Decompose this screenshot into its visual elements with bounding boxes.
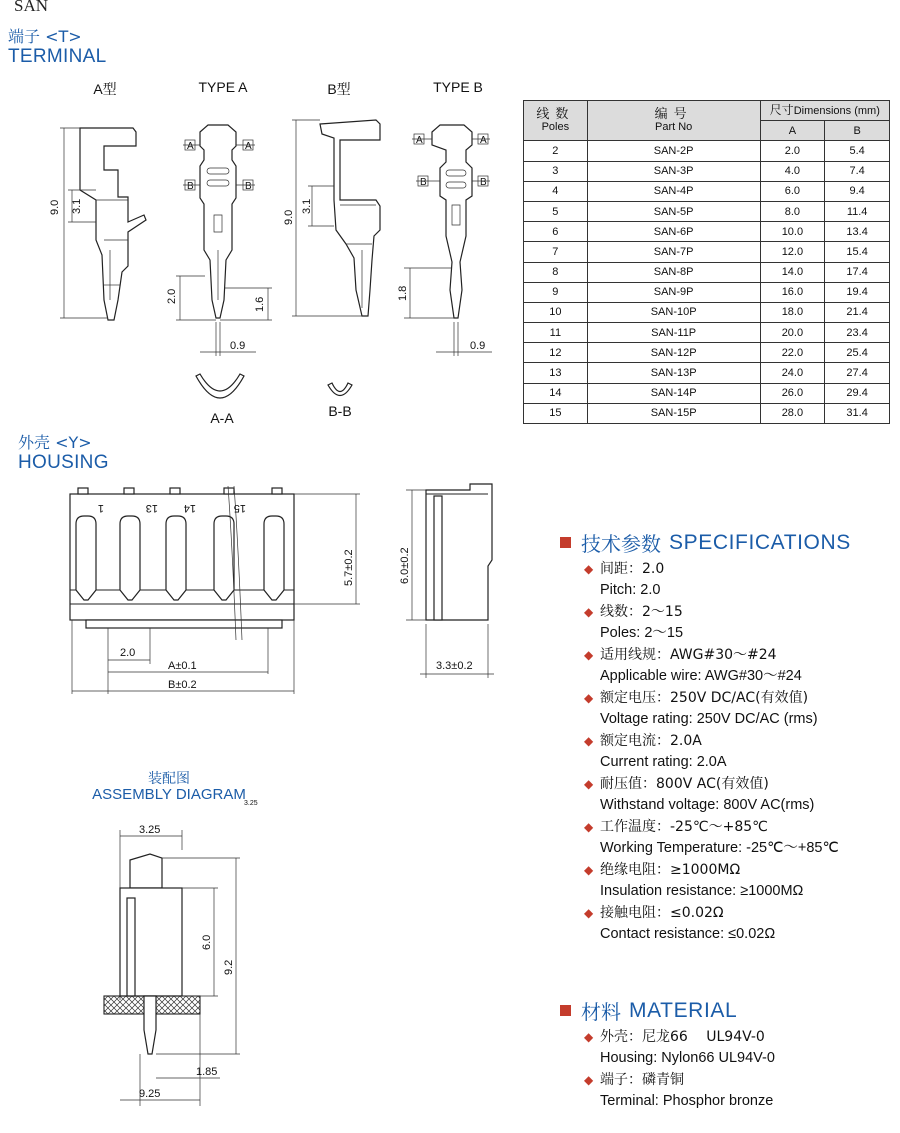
col-part-en: Part No (654, 120, 693, 133)
spec-item-en: Voltage rating: 250V DC/AC (rms) (600, 710, 818, 727)
col-poles-cn: 线数 (536, 106, 575, 122)
cell-a: 10.0 (760, 222, 825, 242)
cell-b: 19.4 (825, 282, 890, 302)
table-row (524, 161, 890, 181)
spec-item-cn: 额定电压：250V DC/AC(有效值) (600, 690, 809, 706)
type-a-section-a-left: A (187, 141, 194, 152)
spec-item-cn: 工作温度：-25℃～+85℃ (600, 819, 768, 835)
diamond-bullet-icon: ◆ (584, 605, 594, 619)
spec-item-cn: 耐压值：800V AC(有效值) (600, 776, 769, 792)
cell-part: SAN-15P (587, 403, 760, 423)
cell-part: SAN-8P (587, 262, 760, 282)
diamond-bullet-icon: ◆ (584, 648, 594, 662)
cell-a: 24.0 (760, 363, 825, 383)
specifications-title-en: SPECIFICATIONS (669, 530, 851, 554)
assembly-title-cn: 装配图 (148, 771, 190, 787)
spec-item (560, 645, 900, 686)
cell-b: 25.4 (825, 343, 890, 363)
material-item (560, 1027, 900, 1068)
b-height-dim: 9.0 (283, 209, 295, 225)
assembly-body-height-dim: 6.0 (201, 934, 213, 950)
spec-item (560, 688, 900, 729)
table-row (524, 201, 890, 221)
spec-item-en: Insulation resistance: ≥1000MΩ (600, 882, 804, 899)
housing-title-en: HOUSING (18, 452, 109, 473)
housing-a-dim: A±0.1 (168, 660, 197, 672)
spec-item (560, 903, 900, 944)
spec-item-cn: 间距：2.0 (600, 561, 665, 577)
specifications-section (560, 528, 900, 944)
cell-part: SAN-11P (587, 323, 760, 343)
col-b-header: B (825, 121, 890, 141)
cell-part: SAN-10P (587, 302, 760, 322)
housing-pin-15: 15 (233, 502, 246, 514)
type-b-width-dim: 0.9 (470, 340, 486, 352)
housing-side-drawing (399, 484, 494, 678)
cell-a: 12.0 (760, 242, 825, 262)
material-section (560, 996, 900, 1111)
cell-a: 18.0 (760, 302, 825, 322)
diamond-bullet-icon: ◆ (584, 562, 594, 576)
cell-poles: 15 (524, 403, 588, 423)
table-row (524, 282, 890, 302)
cell-a: 4.0 (760, 161, 825, 181)
terminal-title-en: TERMINAL (8, 46, 107, 67)
cell-poles: 11 (524, 323, 588, 343)
housing-pin-13: 13 (145, 502, 158, 514)
cell-part: SAN-7P (587, 242, 760, 262)
cell-poles: 12 (524, 343, 588, 363)
cell-part: SAN-6P (587, 222, 760, 242)
table-row (524, 363, 890, 383)
material-item-cn: 外壳：尼龙66 UL94V-0 (600, 1029, 765, 1045)
diamond-bullet-icon: ◆ (584, 734, 594, 748)
type-b-tail-dim: 1.8 (397, 285, 409, 301)
cell-poles: 10 (524, 302, 588, 322)
b-type-terminal-drawing (283, 120, 380, 316)
table-row (524, 383, 890, 403)
cell-poles: 4 (524, 181, 588, 201)
parts-table (523, 100, 890, 424)
diamond-bullet-icon: ◆ (584, 906, 594, 920)
spec-item-en: Pitch: 2.0 (600, 581, 661, 598)
a-upper-dim: 3.1 (71, 198, 83, 214)
cell-part: SAN-4P (587, 181, 760, 201)
cell-part: SAN-13P (587, 363, 760, 383)
diamond-bullet-icon: ◆ (584, 863, 594, 877)
material-title (560, 996, 900, 1025)
cell-a: 26.0 (760, 383, 825, 403)
type-a-label: TYPE A (198, 79, 248, 95)
cell-part: SAN-3P (587, 161, 760, 181)
housing-pitch-dim: 2.0 (120, 647, 136, 659)
type-a-pin-dim: 1.6 (254, 296, 266, 312)
table-row (524, 141, 890, 161)
cell-poles: 14 (524, 383, 588, 403)
cell-b: 11.4 (825, 201, 890, 221)
a-height-dim: 9.0 (49, 199, 61, 215)
housing-height-side-dim: 6.0±0.2 (399, 547, 411, 584)
type-a-width-dim: 0.9 (230, 340, 246, 352)
type-a-section-b-right: B (245, 181, 252, 192)
cell-b: 15.4 (825, 242, 890, 262)
cell-part: SAN-12P (587, 343, 760, 363)
table-row (524, 262, 890, 282)
type-a-section-b-left: B (187, 181, 194, 192)
specifications-title-cn: 技术参数 (581, 532, 661, 556)
type-a-tail-dim: 2.0 (166, 288, 178, 304)
cell-poles: 8 (524, 262, 588, 282)
type-b-section-b-right: B (480, 177, 487, 188)
cell-b: 5.4 (825, 141, 890, 161)
spec-item (560, 860, 900, 901)
table-row (524, 181, 890, 201)
spec-item-en: Withstand voltage: 800V AC(rms) (600, 796, 815, 813)
spec-item (560, 774, 900, 815)
specifications-title (560, 528, 900, 557)
col-dim-en: Dimensions (mm) (793, 105, 880, 118)
spec-item-cn: 适用线规：AWG#30～#24 (600, 647, 777, 663)
diamond-bullet-icon: ◆ (584, 777, 594, 791)
table-row (524, 323, 890, 343)
table-row (524, 403, 890, 423)
square-bullet-icon (560, 1005, 571, 1016)
section-aa-label: A-A (210, 410, 234, 426)
col-dim-cn: 尺寸 (769, 103, 794, 118)
spec-item-cn: 线数：2～15 (600, 604, 683, 620)
housing-b-dim: B±0.2 (168, 679, 197, 691)
assembly-drawing (104, 800, 258, 1106)
terminal-title-cn: 端子 <T> (8, 27, 82, 46)
cell-poles: 3 (524, 161, 588, 181)
spec-item-en: Working Temperature: -25℃～+85℃ (600, 839, 839, 856)
section-aa-drawing (196, 374, 244, 398)
material-title-en: MATERIAL (629, 998, 738, 1022)
cell-b: 21.4 (825, 302, 890, 322)
cell-a: 6.0 (760, 181, 825, 201)
housing-height-front-dim: 5.7±0.2 (343, 549, 355, 586)
cell-a: 14.0 (760, 262, 825, 282)
spec-item-cn: 接触电阻：≤0.02Ω (600, 905, 724, 921)
col-poles-header (524, 101, 588, 141)
spec-item-en: Contact resistance: ≤0.02Ω (600, 925, 776, 942)
cell-poles: 9 (524, 282, 588, 302)
col-part-cn: 编号 (654, 106, 693, 122)
table-row (524, 242, 890, 262)
cell-part: SAN-5P (587, 201, 760, 221)
assembly-total-height-dim: 9.2 (223, 959, 235, 975)
cell-a: 16.0 (760, 282, 825, 302)
spec-item-cn: 额定电流：2.0A (600, 733, 702, 749)
cell-part: SAN-9P (587, 282, 760, 302)
spec-item-en: Current rating: 2.0A (600, 753, 727, 770)
spec-item (560, 731, 900, 772)
material-item-cn: 端子：磷青铜 (600, 1072, 684, 1088)
col-a-header: A (760, 121, 825, 141)
spec-item (560, 817, 900, 858)
assembly-title-en: ASSEMBLY DIAGRAM (92, 786, 246, 803)
cell-a: 8.0 (760, 201, 825, 221)
assembly-bottom-width-dim: 9.25 (139, 1088, 161, 1100)
material-item-en: Terminal: Phosphor bronze (600, 1092, 774, 1109)
housing-front-drawing (70, 486, 360, 694)
cell-part: SAN-2P (587, 141, 760, 161)
spec-item (560, 602, 900, 643)
cell-b: 29.4 (825, 383, 890, 403)
cell-poles: 7 (524, 242, 588, 262)
material-item (560, 1070, 900, 1111)
housing-depth-dim: 3.3±0.2 (436, 660, 473, 672)
cell-b: 27.4 (825, 363, 890, 383)
spec-item-en: Poles: 2～15 (600, 624, 684, 641)
assembly-top-width-dim: 3.25 (139, 824, 161, 836)
housing-title-cn: 外壳 <Y> (18, 433, 92, 452)
section-bb-drawing (328, 383, 352, 396)
a-type-cn-label: A型 (93, 81, 117, 97)
table-row (524, 222, 890, 242)
assembly-overlap-note: 3.25 (244, 800, 258, 807)
cell-poles: 13 (524, 363, 588, 383)
cell-b: 31.4 (825, 403, 890, 423)
b-type-cn-label: B型 (327, 81, 351, 97)
type-b-terminal-drawing (397, 125, 492, 356)
a-type-terminal-drawing (49, 128, 146, 320)
section-bb-label: B-B (328, 403, 352, 419)
cell-poles: 6 (524, 222, 588, 242)
type-a-terminal-drawing (166, 125, 272, 356)
material-title-cn: 材料 (581, 1000, 621, 1024)
spec-item (560, 559, 900, 600)
spec-item-en: Applicable wire: AWG#30～#24 (600, 667, 802, 684)
diamond-bullet-icon: ◆ (584, 1030, 594, 1044)
cell-b: 17.4 (825, 262, 890, 282)
assembly-pin-offset-dim: 1.85 (196, 1066, 218, 1078)
cell-b: 9.4 (825, 181, 890, 201)
cell-b: 13.4 (825, 222, 890, 242)
material-item-en: Housing: Nylon66 UL94V-0 (600, 1049, 775, 1066)
housing-pin-14: 14 (183, 502, 196, 514)
spec-item-cn: 绝缘电阻：≥1000MΩ (600, 862, 741, 878)
cell-a: 2.0 (760, 141, 825, 161)
cell-part: SAN-14P (587, 383, 760, 403)
col-part-header (587, 101, 760, 141)
cell-b: 7.4 (825, 161, 890, 181)
cell-poles: 2 (524, 141, 588, 161)
type-b-label: TYPE B (433, 79, 483, 95)
type-b-section-b-left: B (420, 177, 427, 188)
cell-a: 20.0 (760, 323, 825, 343)
col-dim-header (760, 101, 889, 121)
col-poles-en: Poles (541, 120, 570, 133)
table-row (524, 302, 890, 322)
table-row (524, 343, 890, 363)
diamond-bullet-icon: ◆ (584, 691, 594, 705)
type-b-section-a-right: A (480, 135, 487, 146)
cell-a: 28.0 (760, 403, 825, 423)
cell-a: 22.0 (760, 343, 825, 363)
cell-poles: 5 (524, 201, 588, 221)
housing-pin-1: 1 (97, 502, 104, 514)
series-name: SAN (14, 0, 49, 15)
type-b-section-a-left: A (416, 135, 423, 146)
cell-b: 23.4 (825, 323, 890, 343)
diamond-bullet-icon: ◆ (584, 1073, 594, 1087)
square-bullet-icon (560, 537, 571, 548)
b-upper-dim: 3.1 (301, 198, 313, 214)
type-a-section-a-right: A (245, 141, 252, 152)
diamond-bullet-icon: ◆ (584, 820, 594, 834)
